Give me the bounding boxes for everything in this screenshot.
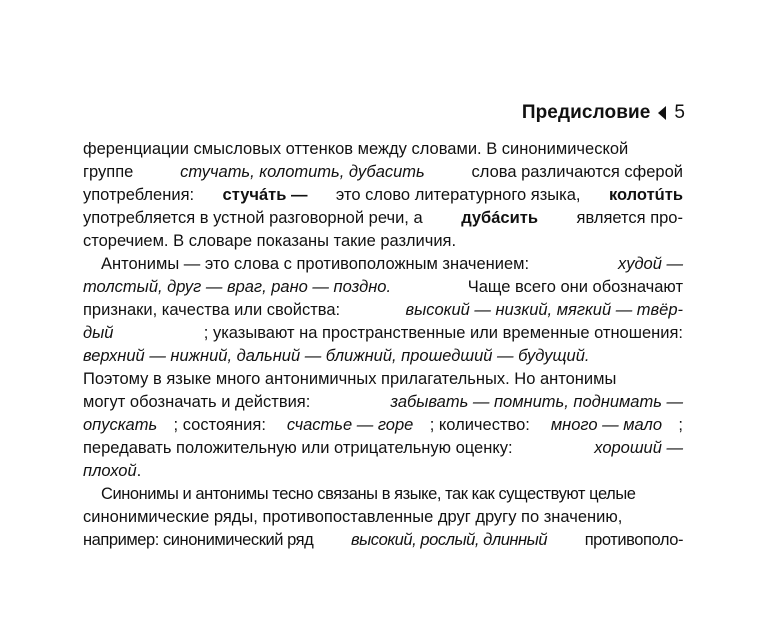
text-line [83, 207, 683, 230]
text-segment: сторечием. В словаре показаны такие различия. [83, 232, 457, 250]
text-line [83, 506, 683, 529]
italic-example: высокий — низкий, мягкий — твёр- [405, 301, 683, 319]
text-segment: противополо- [580, 531, 683, 549]
running-header-title: Предисловие [521, 102, 651, 123]
text-segment: Поэтому в языке много антонимичных прилагательных. Но антонимы [83, 370, 617, 388]
italic-example: верхний — нижний, дальний — ближний, прошедший — будущий. [83, 347, 590, 365]
text-line [83, 184, 683, 207]
text-segment: Синонимы и антонимы тесно связаны в языке, так как существуют целые [101, 485, 636, 503]
text-segment: употребления: [83, 186, 199, 204]
text-line [83, 368, 683, 391]
italic-example: много — мало [550, 416, 662, 434]
bold-term: дубáсить [461, 209, 538, 227]
italic-example: худой — [617, 255, 683, 273]
italic-example: толстый, друг — враг, рано — поздно. [83, 278, 392, 296]
text-line [83, 529, 683, 552]
text-line [83, 276, 683, 299]
text-line [83, 253, 683, 276]
body-text [83, 138, 683, 552]
text-segment: ; количество: [429, 416, 535, 434]
italic-example: дый [83, 324, 114, 342]
page-header [470, 100, 685, 126]
italic-example: счастье — горе [286, 416, 414, 434]
text-line [83, 230, 683, 253]
text-segment: слова различаются сферой [466, 163, 683, 181]
text-line [83, 299, 683, 322]
text-line [83, 483, 683, 506]
text-line [83, 437, 683, 460]
italic-example: хороший — [594, 439, 683, 457]
text-segment: например: синонимический ряд [83, 531, 318, 549]
italic-example: высокий, рослый, длинный [350, 531, 548, 549]
page-number: 5 [674, 102, 685, 123]
text-segment: ференциации смысловых оттенков между словами. В синонимической [83, 140, 629, 158]
text-segment: . [136, 462, 142, 480]
text-segment: могут обозначать и действия: [83, 393, 315, 411]
text-segment: это слово литературного языка, [331, 186, 586, 204]
italic-example: плохой [83, 462, 137, 480]
text-line [83, 161, 683, 184]
italic-example: опускать [83, 416, 158, 434]
bold-term: стучáть — [222, 186, 308, 204]
triangle-left-icon [658, 106, 666, 120]
text-line [83, 138, 683, 161]
text-segment: синонимические ряды, противопоставленные друг другу по значению, [83, 508, 623, 526]
text-line [83, 322, 683, 345]
text-segment: передавать положительную или отрицательную оценку: [83, 439, 518, 457]
text-segment: ; состояния: [173, 416, 271, 434]
text-line [83, 460, 683, 483]
text-segment: Антонимы — это слова с противоположным значением: [101, 255, 534, 273]
text-line [83, 414, 683, 437]
text-segment: является про- [571, 209, 683, 227]
text-line [83, 391, 683, 414]
text-segment: группе [83, 163, 138, 181]
bold-term: колотúть [608, 186, 683, 204]
text-segment: употребляется в устной разговорной речи, а [83, 209, 428, 227]
text-line [83, 345, 683, 368]
italic-example: стучать, колотить, дубасить [180, 163, 425, 181]
text-segment: признаки, качества или свойства: [83, 301, 345, 319]
italic-example: забывать — помнить, поднимать — [390, 393, 683, 411]
text-segment: ; [678, 416, 683, 434]
text-segment: Чаще всего они обозначают [463, 278, 683, 296]
text-segment: ; указывают на пространственные или временные отношения: [203, 324, 683, 342]
